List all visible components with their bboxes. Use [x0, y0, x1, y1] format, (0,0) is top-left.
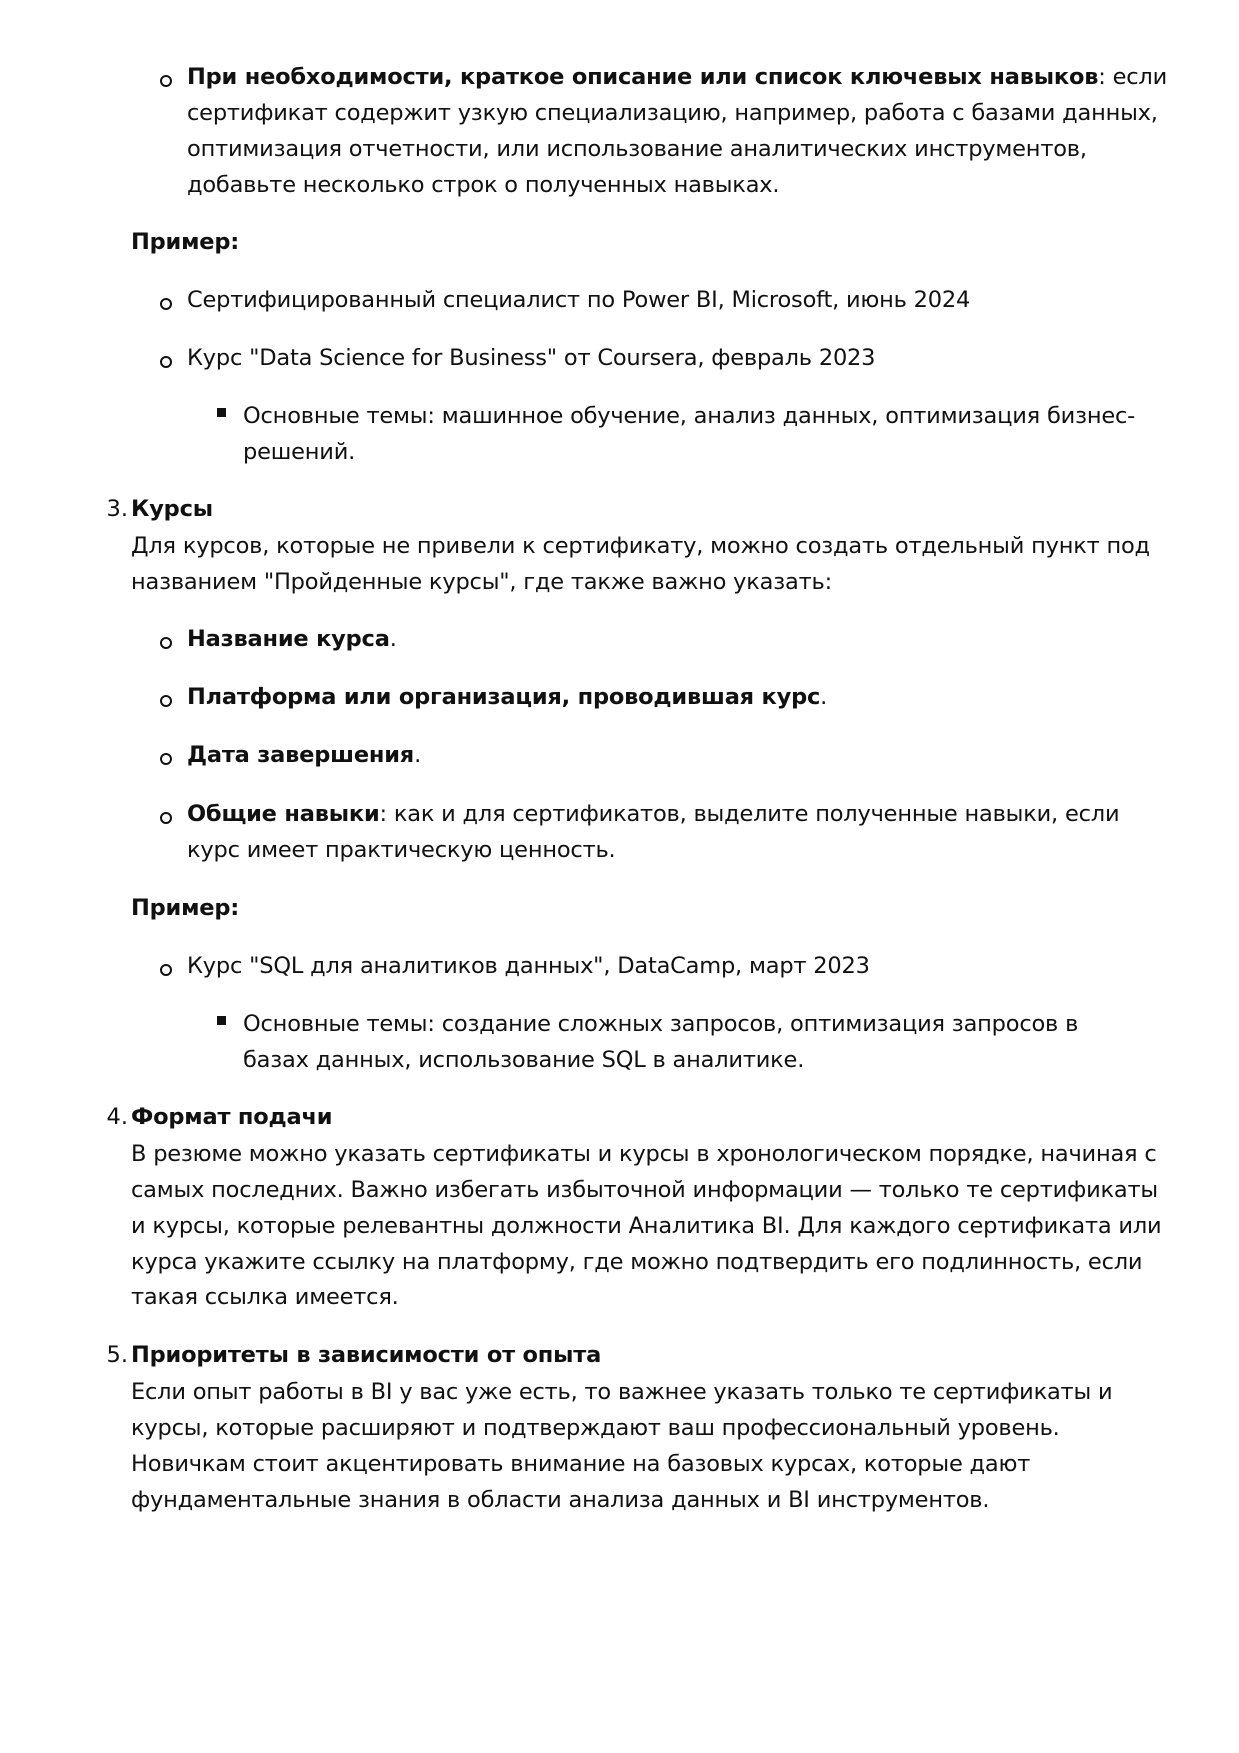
section-title: Приоритеты в зависимости от опыта: [131, 1342, 602, 1368]
example-subitem-line1: Основные темы: создание сложных запросов, оптимизация запросов в: [243, 1011, 1079, 1037]
section-paragraph-line: В резюме можно указать сертификаты и курсы в хронологическом порядке, начиная с: [131, 1141, 1157, 1167]
list-item-line2: курс имеет практическую ценность.: [187, 837, 616, 863]
circle-bullet-icon: [160, 356, 172, 368]
circle-bullet-icon: [160, 298, 172, 310]
section-paragraph-line: фундаментальные знания в области анализа данных и BI инструментов.: [131, 1487, 990, 1513]
square-bullet-icon: [217, 1016, 226, 1025]
intro-item-line1: [187, 57, 1167, 97]
example-subitem-line2: решений.: [243, 439, 356, 465]
section-number: 5.: [106, 1342, 128, 1368]
circle-bullet-icon: [160, 637, 172, 649]
example-item: Сертифицированный специалист по Power BI, Microsoft, июнь 2024: [187, 287, 971, 313]
section-title: Формат подачи: [131, 1104, 333, 1130]
example-label: Пример:: [131, 895, 240, 921]
list-item: [187, 619, 397, 659]
section-number: 3.: [106, 496, 128, 522]
circle-bullet-icon: [160, 964, 172, 976]
circle-bullet-icon: [160, 75, 172, 87]
section-paragraph-line: Для курсов, которые не привели к сертификату, можно создать отдельный пункт под: [131, 533, 1150, 559]
intro-item-line2: сертификат содержит узкую специализацию, например, работа с базами данных,: [187, 100, 1158, 126]
section-paragraph-line: Новичкам стоит акцентировать внимание на базовых курсах, которые дают: [131, 1451, 1031, 1477]
intro-item-bold: При необходимости, краткое описание или список ключевых навыков: [187, 64, 1099, 90]
section-paragraph-line: такая ссылка имеется.: [131, 1284, 399, 1310]
list-item: [187, 735, 421, 775]
list-item-bold: Платформа или организация, проводившая курс: [187, 684, 821, 710]
list-item: [187, 677, 827, 717]
section-paragraph-line: названием "Пройденные курсы", где также важно указать:: [131, 569, 832, 595]
section-title: Курсы: [131, 496, 213, 522]
circle-bullet-icon: [160, 812, 172, 824]
section-paragraph-line: курсы, которые расширяют и подтверждают ваш профессиональный уровень.: [131, 1415, 1060, 1441]
list-item-bold: Общие навыки: [187, 801, 380, 827]
example-subitem-line1: Основные темы: машинное обучение, анализ данных, оптимизация бизнес-: [243, 403, 1136, 429]
intro-item-line3: оптимизация отчетности, или использование аналитических инструментов,: [187, 136, 1087, 162]
list-item-bold: Название курса: [187, 626, 390, 652]
section-paragraph-line: и курсы, которые релевантны должности Аналитика BI. Для каждого сертификата или: [131, 1213, 1162, 1239]
section-paragraph-line: самых последних. Важно избегать избыточной информации — только те сертификаты: [131, 1177, 1158, 1203]
section-paragraph-line: Если опыт работы в BI у вас уже есть, то важнее указать только те сертификаты и: [131, 1379, 1113, 1405]
example-label: Пример:: [131, 229, 240, 255]
circle-bullet-icon: [160, 753, 172, 765]
section-paragraph-line: курса укажите ссылку на платформу, где можно подтвердить его подлинность, если: [131, 1249, 1143, 1275]
square-bullet-icon: [217, 408, 226, 417]
circle-bullet-icon: [160, 695, 172, 707]
list-item-rest: .: [414, 742, 422, 768]
list-item-rest: : как и для сертификатов, выделите полученные навыки, если: [379, 801, 1120, 827]
section-number: 4.: [106, 1104, 128, 1130]
intro-item-line4: добавьте несколько строк о полученных навыках.: [187, 172, 780, 198]
list-item: [187, 794, 1119, 834]
example-item: Курс "Data Science for Business" от Coursera, февраль 2023: [187, 345, 876, 371]
intro-item-rest: : если: [1098, 64, 1167, 90]
list-item-rest: .: [820, 684, 828, 710]
list-item-bold: Дата завершения: [187, 742, 415, 768]
list-item-rest: .: [389, 626, 397, 652]
example-subitem-line2: базах данных, использование SQL в аналитике.: [243, 1047, 805, 1073]
example-item: Курс "SQL для аналитиков данных", DataCamp, март 2023: [187, 953, 870, 979]
